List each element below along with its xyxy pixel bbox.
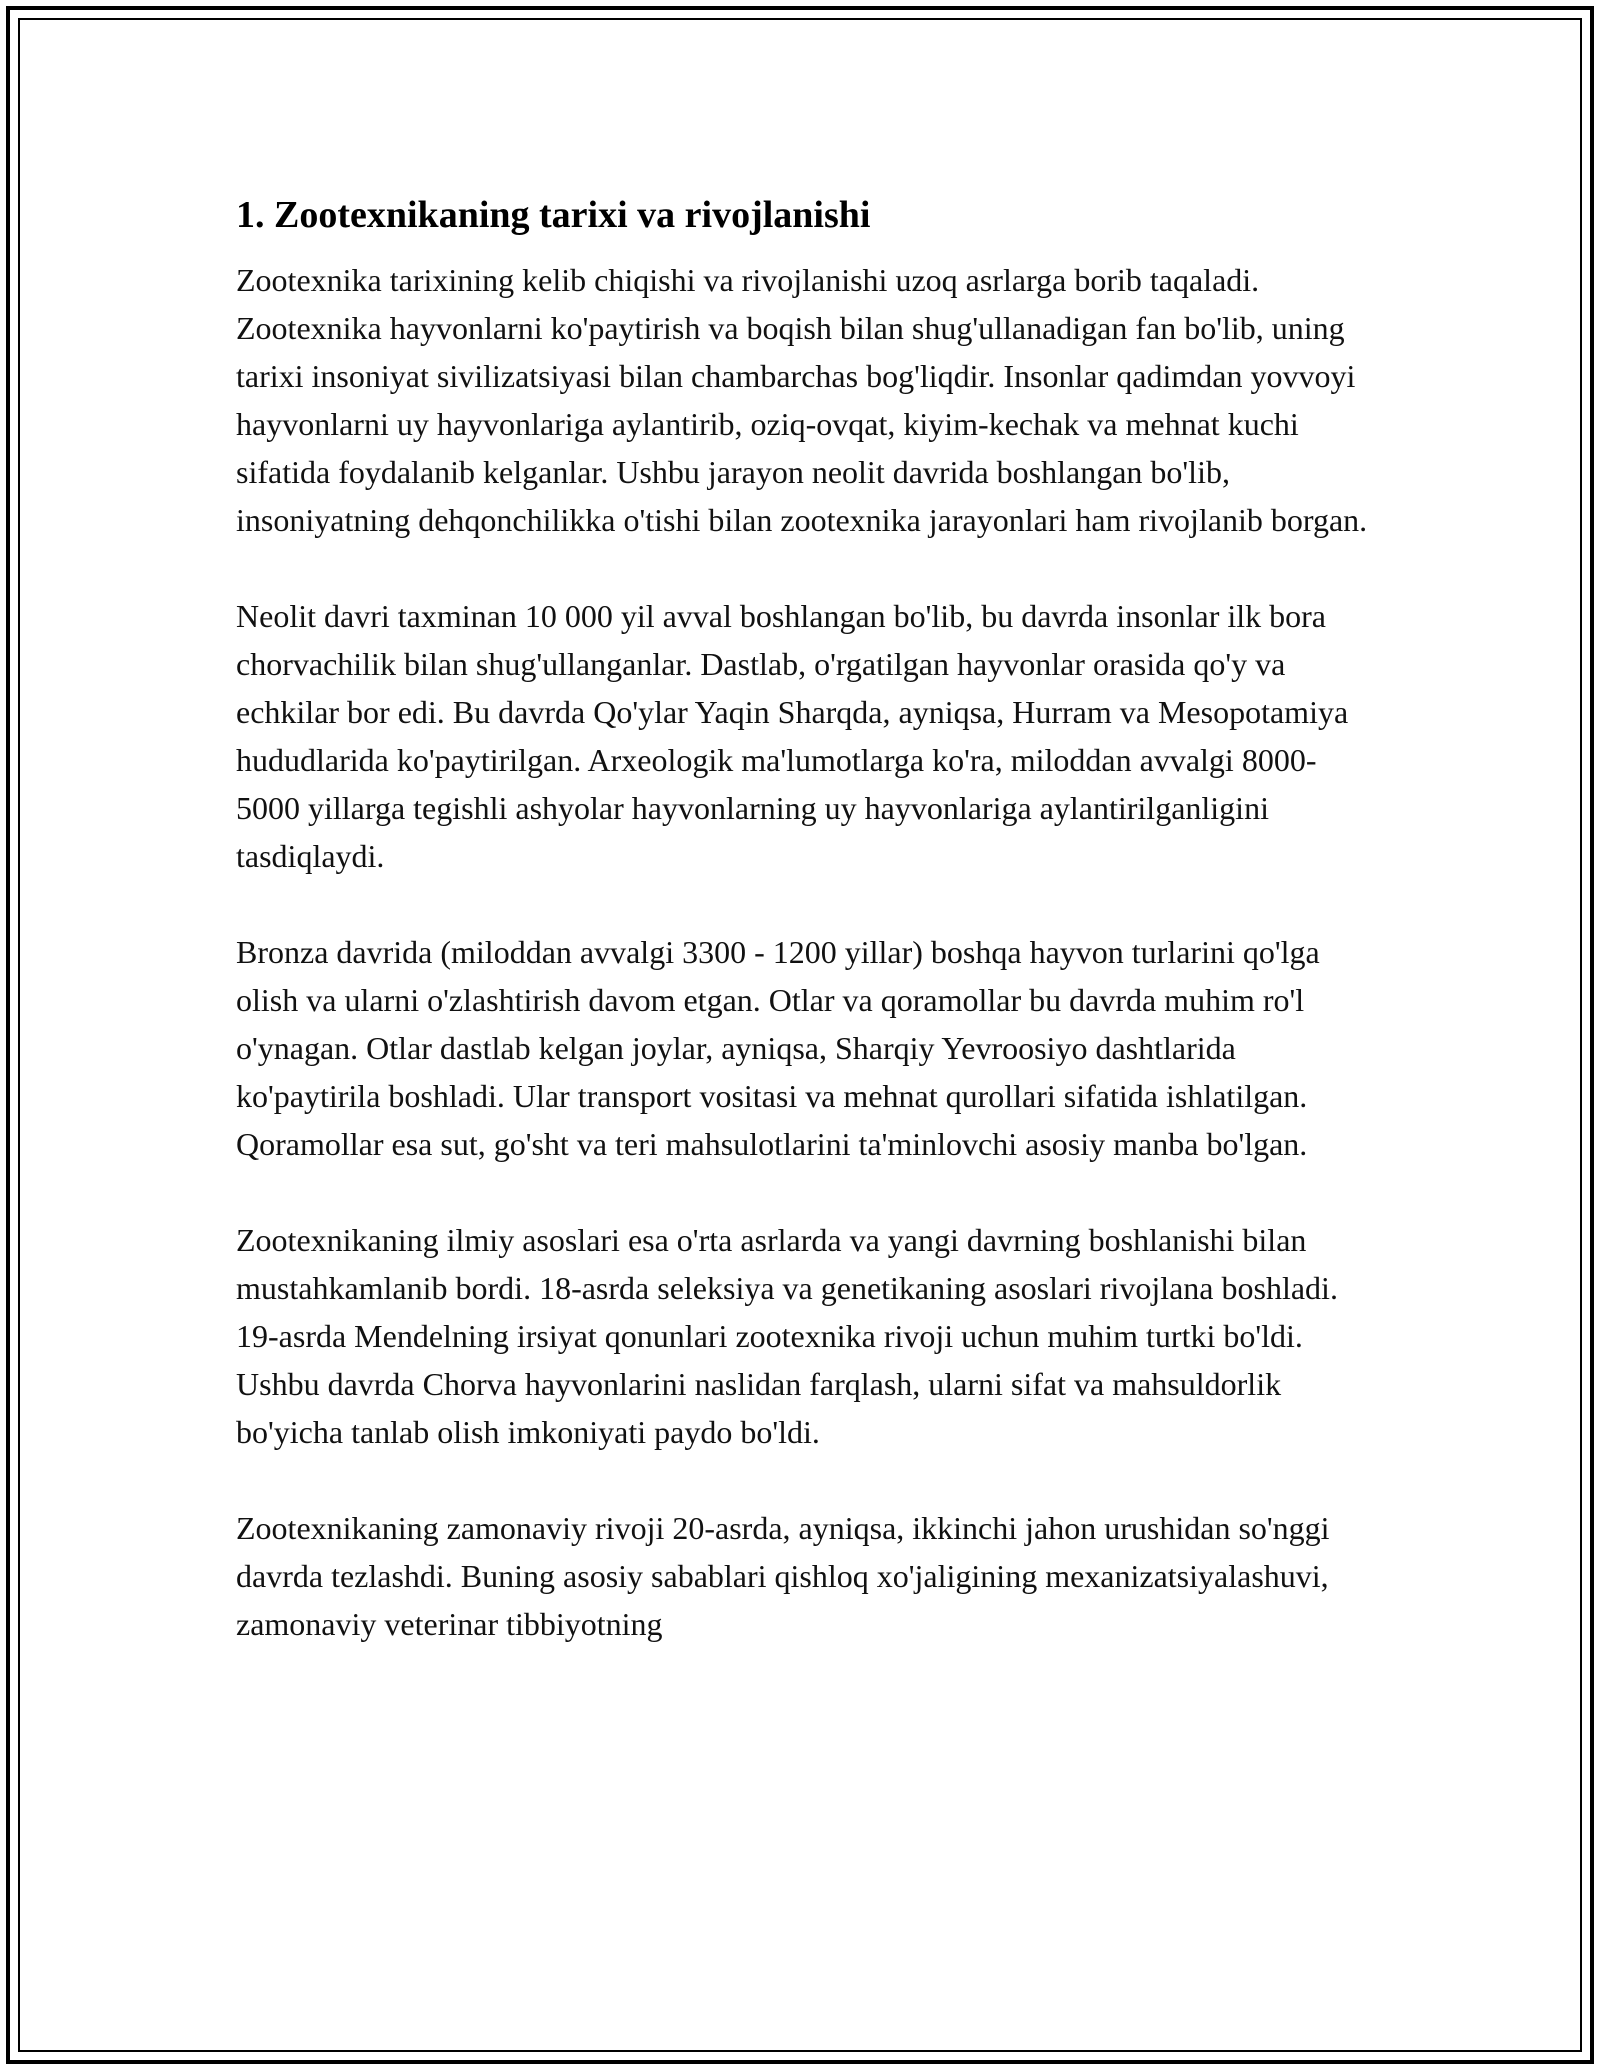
document-body (236, 184, 1376, 1696)
paragraph-5: Zootexnikaning zamonaviy rivoji 20-asrda, ayniqsa, ikkinchi jahon urushidan so'nggi davrda tezlashdi. Buning asosiy sabablari qishloq xo'jaligining mexanizatsiyalashuvi, zamonaviy veterinar tibbiyotning (236, 1510, 1330, 1642)
section-heading: 1. Zootexnikaning tarixi va rivojlanishi (236, 194, 871, 236)
paragraph-3: Bronza davrida (miloddan avvalgi 3300 - 1200 yillar) boshqa hayvon turlarini qo'lga olish va ularni o'zlashtirish davom etgan. Otlar va qoramollar bu davrda muhim ro'l o'ynagan. Otlar dastlab kelgan joylar, ayniqsa, Sharqiy Yevroosiyo dashtlarida ko'paytirila boshladi. Ular transport vositasi va mehnat qurollari sifatida ishlatilgan. Qoramollar esa sut, go'sht va teri mahsulotlarini ta'minlovchi asosiy manba bo'lgan. (236, 934, 1320, 1162)
paragraph-1: Zootexnika tarixining kelib chiqishi va rivojlanishi uzoq asrlarga borib taqaladi. Zootexnika hayvonlarni ko'paytirish va boqish bilan shug'ullanadigan fan bo'lib, uning tarixi insoniyat sivilizatsiyasi bilan chambarchas bog'liqdir. Insonlar qadimdan yovvoyi hayvonlarni uy hayvonlariga aylantirib, oziq-ovqat, kiyim-kechak va mehnat kuchi sifatida foydalanib kelganlar. Ushbu jarayon neolit davrida boshlangan bo'lib, insoniyatning dehqonchilikka o'tishi bilan zootexnika jarayonlari ham rivojlanib borgan. (236, 262, 1368, 538)
paragraph-2: Neolit davri taxminan 10 000 yil avval boshlangan bo'lib, bu davrda insonlar ilk bora chorvachilik bilan shug'ullanganlar. Dastlab, o'rgatilgan hayvonlar orasida qo'y va echkilar bor edi. Bu davrda Qo'ylar Yaqin Sharqda, ayniqsa, Hurram va Mesopotamiya hududlarida ko'paytirilgan. Arxeologik ma'lumotlarga ko'ra, miloddan avvalgi 8000-5000 yillarga tegishli ashyolar hayvonlarning uy hayvonlariga aylantirilganligini tasdiqlaydi. (236, 598, 1349, 874)
paragraph-4: Zootexnikaning ilmiy asoslari esa o'rta asrlarda va yangi davrning boshlanishi bilan mustahkamlanib bordi. 18-asrda seleksiya va genetikaning asoslari rivojlana boshladi. 19-asrda Mendelning irsiyat qonunlari zootexnika rivoji uchun muhim turtki bo'ldi. Ushbu davrda Chorva hayvonlarini naslidan farqlash, ularni sifat va mahsuldorlik bo'yicha tanlab olish imkoniyati paydo bo'ldi. (236, 1222, 1338, 1450)
